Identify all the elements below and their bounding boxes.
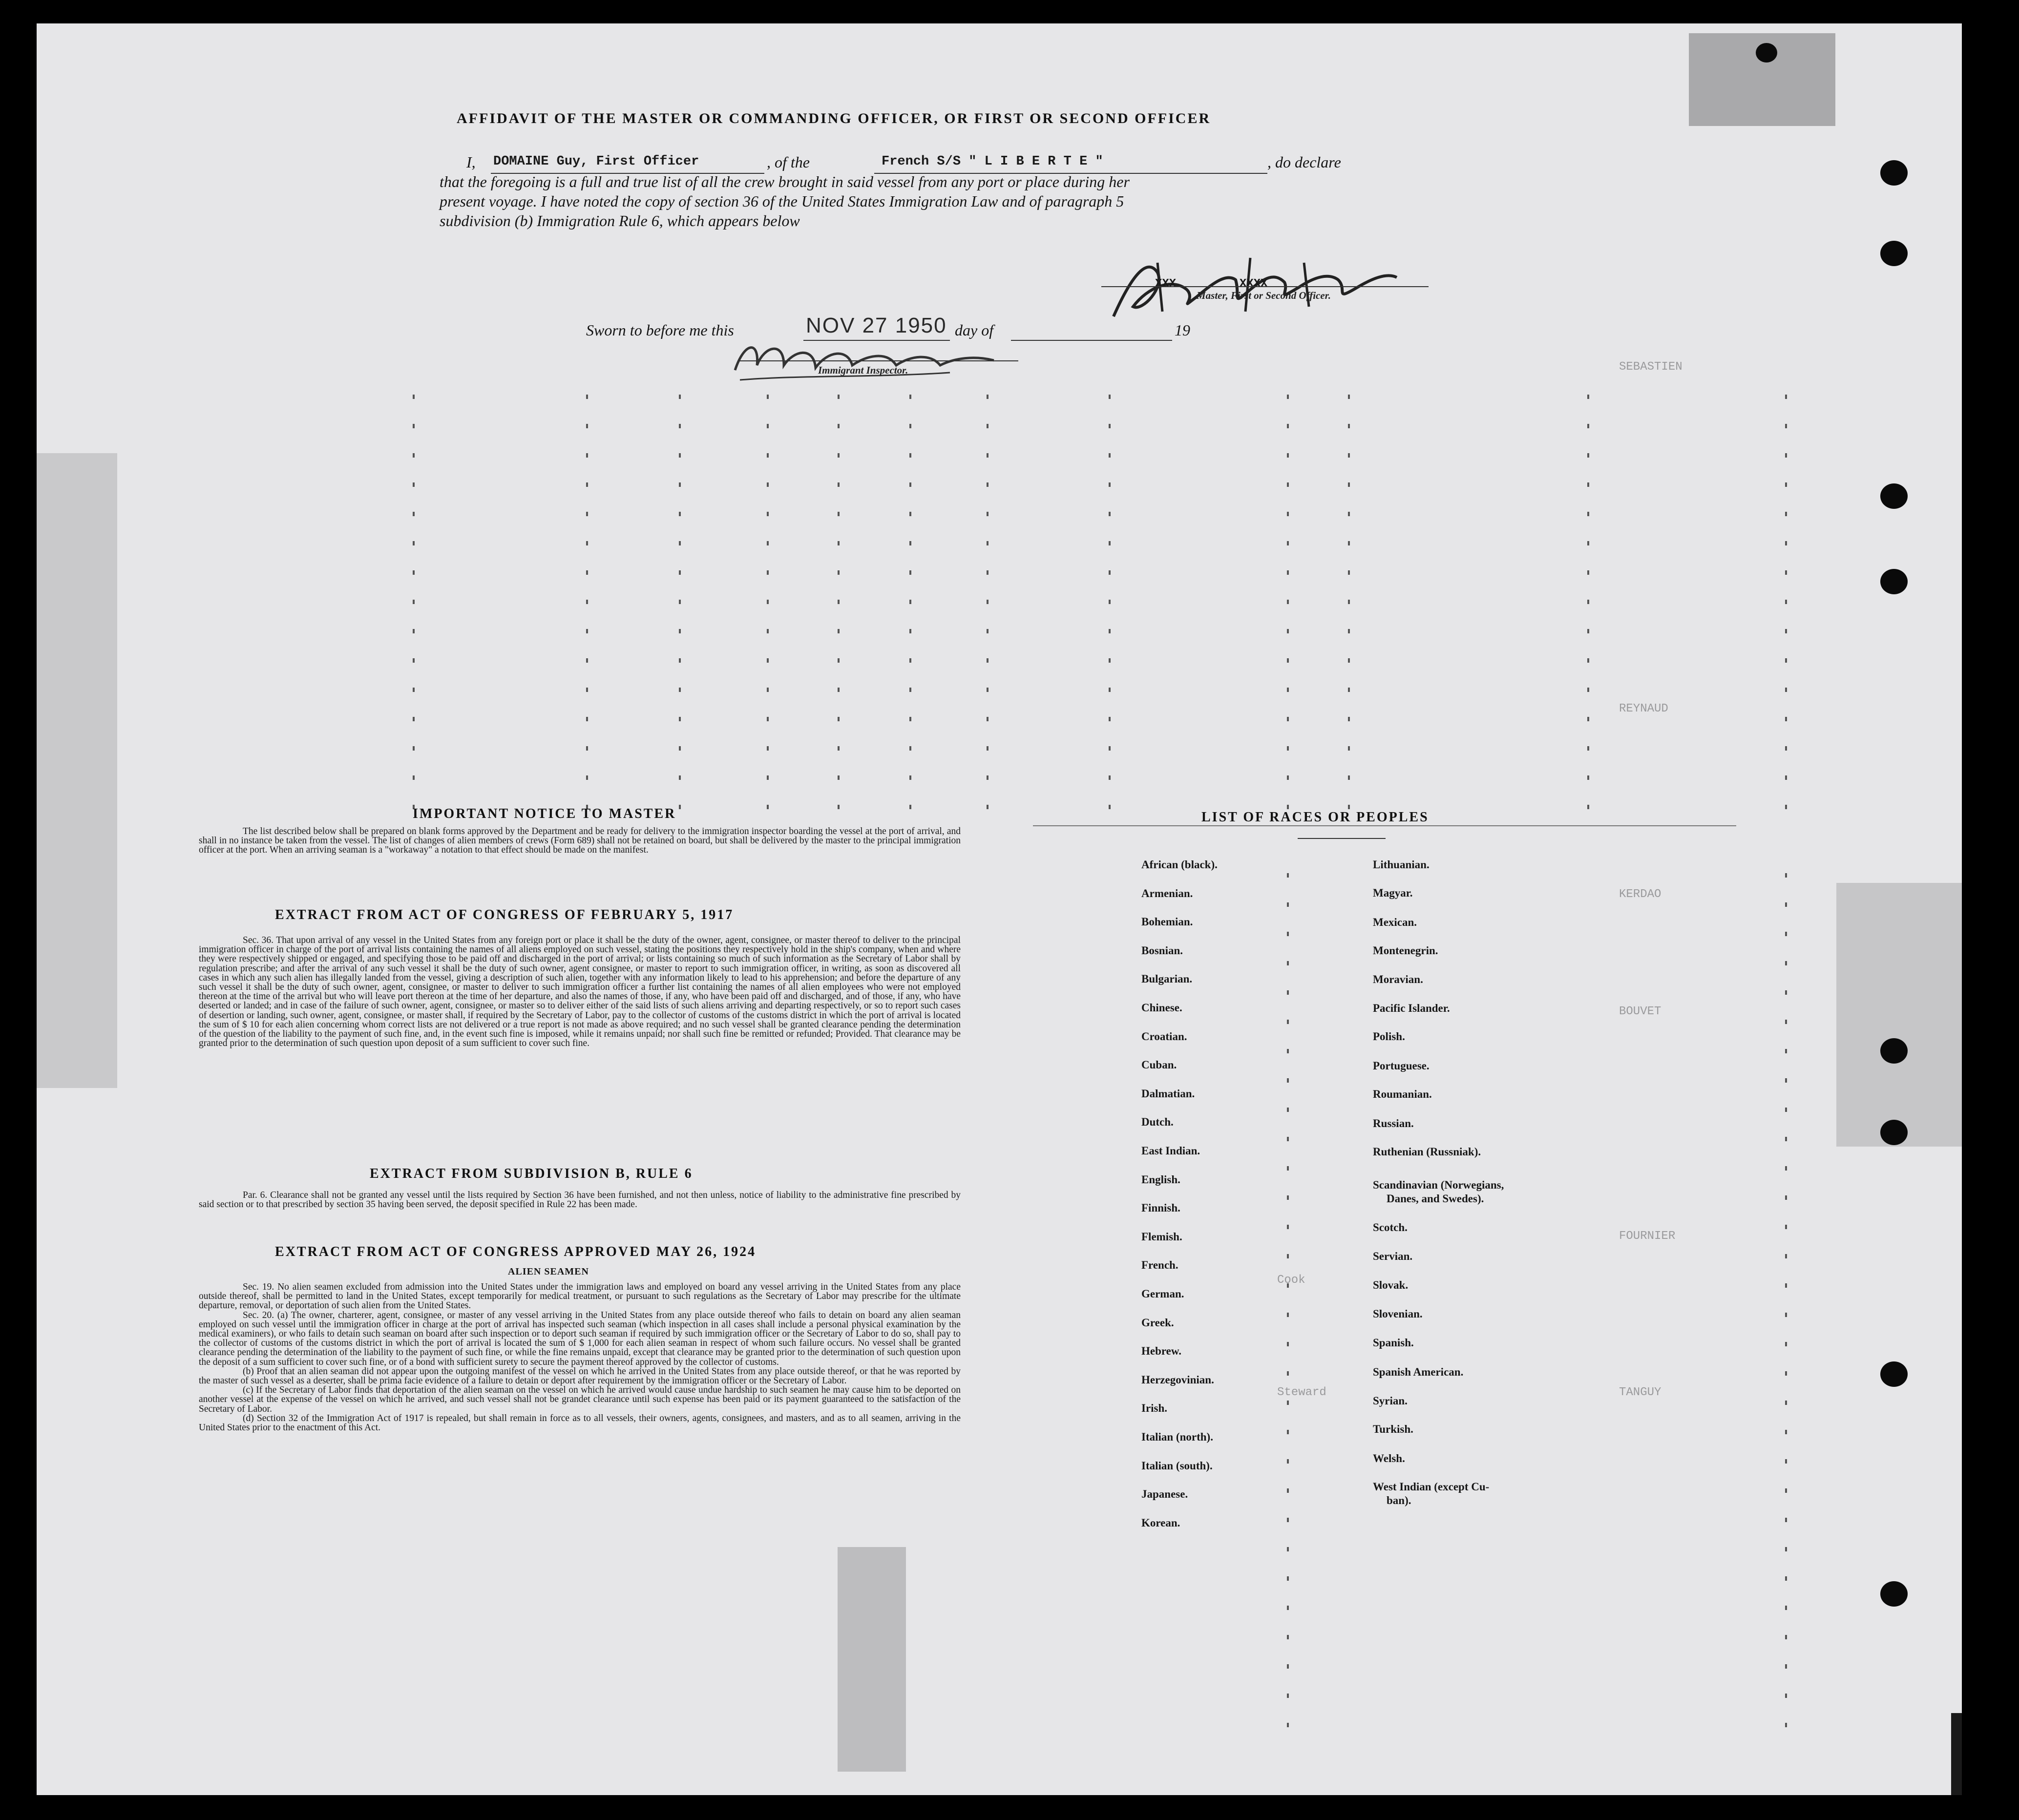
sec-20b-paragraph: (b) Proof that an alien seaman did not appear upon the outgoing manifest of the vessel on which he arrived in the United States from any place outside thereof, or that he was reported by the master of such vessel as a deserter, shall be prima facie evidence of a failure to detain or deport after requirement by the immigration officer or the Secretary of Labor. [199, 1366, 961, 1386]
race-item: Roumanian. [1373, 1088, 1432, 1100]
race-item: Irish. [1141, 1402, 1168, 1415]
race-item: Lithuanian. [1373, 858, 1430, 871]
race-item: Scotch. [1373, 1221, 1408, 1234]
officer-name: DOMAINE Guy, First Officer [493, 154, 699, 169]
torn-corner [1951, 1713, 1962, 1795]
extract-1917-text [199, 936, 961, 1048]
race-item: Spanish American. [1373, 1366, 1464, 1378]
race-item: Italian (south). [1141, 1459, 1213, 1472]
subdivision-b-paragraph: Par. 6. Clearance shall not be granted any vessel until the lists required by Section 36 have been furnished, and not then unless, notice of liability to the administrative fine prescribed by said section or to that prescribed by section 35 having been served, the deposit specified in Rule 22 has been made. [199, 1190, 961, 1210]
race-item: Moravian. [1373, 973, 1423, 985]
master-label: Master, First or Second Officer. [1197, 290, 1331, 301]
sec-20c-paragraph: (c) If the Secretary of Labor finds that deportation of the alien seaman on the vessel on which he arrived would cause undue hardship to such seamen he may cause him to be deported on another vessel at the expense of the vessel on which he arrived, and such vessel shall not be grandet clearance until such expense has been paid or its payment guaranteed to the satisfaction of the Secretary of Labor. [199, 1385, 961, 1414]
extract-1917-title: EXTRACT FROM ACT OF CONGRESS OF FEBRUARY 5, 1917 [275, 907, 734, 922]
race-item: Korean. [1141, 1516, 1180, 1529]
race-item: ban). [1387, 1494, 1411, 1506]
punch-hole [1756, 43, 1777, 63]
race-item: Servian. [1373, 1250, 1413, 1262]
race-item: Bosnian. [1141, 944, 1183, 957]
race-item: Portuguese. [1373, 1060, 1430, 1072]
declaration-line-3: present voyage. I have noted the copy of section 36 of the United States Immigration Law and of paragraph 5 [440, 192, 1124, 210]
master-sign-line [1101, 286, 1429, 287]
document-page: AFFIDAVIT OF THE MASTER OR COMMANDING OFFICER, OR FIRST OR SECOND OFFICER I, DOMAINE Guy, First Officer , of the French S/S " L I B E R T E " , do declare that the foregoing is a full and true list of all the crew brought in said vessel from any port or place during her present voyage. I have noted the copy of section 36 of the United States Immigration Law and of paragraph 5 subdivision (b) Immigration Rule 6, which appears below XXX XXXX Master, First or Second Officer. Sworn to before me this NOV 27 1950 day of 19 Immigrant Inspector. IMPORTANT NOTICE TO MASTER The list described below shall be prepared on blank forms approved by the Department and be ready for delivery to the immigration inspector boarding the vessel at the port of arrival, and shall in no instance be taken from the vessel. The list of changes of alien members of crews (Form 689) shall not be retained on board, but shall be delivered by the master to the principal immigration officer at the port. When an arriving seaman is a "workaway" a notation to that effect should be made on the manifest. EXTRACT FROM ACT OF CONGRESS OF FEBRUARY 5, 1917 Sec. 36. That upon arrival of any vessel in the United States from any foreign port or place it shall be the duty of the owner, agent, consignee, or master thereof to deliver to the principal immigration officer in charge of the port of arrival lists containing the names of all aliens employed on such vessel, stating the positions they respectively hold in the ship's company, when and where they were respectively shipped or engaged, and specifying those to be paid off and discharged in the port of arrival; or lists containing so much of such information as the Secretary of Labor shall by regulation prescribe; and after the arrival of any such vessel it shall be the duty of such owner, agent consignee, or master to report to such immigration officer, in writing, as soon as discovered all cases in which any such alien has illegally landed from the vessel, giving a description of such alien, together with any information likely to lead to his apprehension; and before the departure of any such vessel it shall be the duty of such owner, agent, consignee, or master to deliver to such immigration officer a further list containing the names of all alien employees who were not employed thereon at the time of the arrival but who will leave port thereon at the time of her departure, and also the names of those, if any, who have been paid off and discharged, and of those, if any, who have deserted or landed; and in case of the failure of such owner, agent, consignee, or master so to deliver either of the said lists of such aliens arriving and departing respectively, or so to report such cases of desertion or landing, such owner, agent, consignee, or master shall, if required by the Secretary of Labor, pay to the collector of customs of the customs district in which the port of arrival is located the sum of $ 10 for each alien concerning whom correct lists are not delivered or a true report is not made as above required; and no such vessel shall be granted clearance pending the determination of the question of the liability to the payment of such fine, and, in the event such fine is imposed, while it remains unpaid; nor shall such fine be remitted or refunded; Provided. That clearance may be granted prior to the determination of such question upon deposit of a sum sufficient to cover such fine. EXTRACT FROM SUBDIVISION B, RULE 6 Par. 6. Clearance shall not be granted any vessel until the lists required by Section 36 have been furnished, and not then unless, notice of liability to the administrative fine prescribed by said section or to that prescribed by section 35 having been served, the deposit specified in Rule 22 has been made. EXTRACT FROM ACT OF CONGRESS APPROVED MAY 26, 1924 ALIEN SEAMEN Sec. 19. No alien seamen excluded from admission into the United States under the immigration laws and employed on board any vessel arriving in the United States from any place outside thereof, shall be permitted to land in the United States, except temporarily for medical treatment, or pursuant to such regulations as the Secretary of Labor may prescribe for the ultimate departure, removal, or deportation of such alien from the United States. Sec. 20. (a) The owner, charterer, agent, consignee, or master of any vessel arriving in the United States from any place outside thereof who fails to detain on board any alien seaman employed on such vessel until the immigration officer in charge at the port of arrival has inspected such seaman (which inspection in all cases shall include a personal physical examination by the medical examiners), or who fails to detain such seaman on board after such inspection or to deport such seaman if required by such immigration officer or the Secretary of Labor to do so, shall pay to the collector of customs of the customs district in which the port of arrival is located the sum of $ 1,000 for each alien seaman in respect of whom such failure occurs. No vessel shall be granted clearance pending the determination of the liability to the payment of such fine, or while the fine remains unpaid, except that clearance may be granted prior to the determination of such question upon the deposit of a sum sufficient to cover such fine, or of a bond with sufficient surety to secure the payment thereof approved by the collector of customs. (b) Proof that an alien seaman did not appear upon the outgoing manifest of the vessel on which he arrived in the United States from any place outside thereof, or that he was reported by the master of such vessel as a deserter, shall be prima facie evidence of a failure to detain or deport after requirement by the immigration officer or the Secretary of Labor. (c) If the Secretary of Labor finds that deportation of the alien seaman on the vessel on which he arrived would cause undue hardship to such seamen he may cause him to be deported on another vessel at the expense of the vessel on which he arrived, and such vessel shall not be grandet clearance until such expense has been paid or its payment guaranteed to the satisfaction of the Secretary of Labor. (d) Section 32 of the Immigration Act of 1917 is repealed, but shall remain in force as to all vessels, their owners, agents, consignees, and masters, and as to all seamen, arriving in the United States prior to the enactment of this Act. LIST OF RACES OR PEOPLES African (black). Armenian. Bohemian. Bosnian. Bulgarian. Chinese. Croatian. Cuban. Dalmatian. Dutch. East Indian. English. Finnish. Flemish. French. German. Greek. Hebrew. Herzegovinian. Irish. Italian (north). Italian (south). Japanese. Korean. Lithuanian. Magyar. Mexican. Montenegrin. Moravian. Pacific Islander. Polish. Portuguese. Roumanian. Russian. Ruthenian (Russniak). Scandinavian (Norwegians, Danes, and Swedes). Scotch. Servian. Slovak. Slovenian. Spanish. Spanish American. Syrian. Turkish. Welsh. West Indian (except Cu- ban). SEBASTIEN REYNAUD KERDAO BOUVET FOURNIER Cook Steward TANGUY [37, 23, 1962, 1795]
notice-text [199, 827, 961, 855]
race-item: Russian. [1373, 1117, 1414, 1130]
race-item: Cuban. [1141, 1059, 1177, 1071]
declaration-i: I, [466, 153, 476, 171]
race-item: Armenian. [1141, 887, 1193, 900]
race-item: Croatian. [1141, 1030, 1187, 1043]
punch-hole [1880, 569, 1908, 594]
alien-seamen-subtitle: ALIEN SEAMEN [508, 1266, 589, 1277]
race-item: Flemish. [1141, 1230, 1182, 1243]
punch-hole [1880, 1581, 1908, 1607]
race-item: African (black). [1141, 858, 1218, 871]
race-item: French. [1141, 1259, 1178, 1272]
race-item: Chinese. [1141, 1002, 1182, 1014]
punch-hole [1880, 160, 1908, 186]
race-item: Pacific Islander. [1373, 1002, 1450, 1014]
race-item: Spanish. [1373, 1337, 1414, 1349]
race-item: Polish. [1373, 1030, 1405, 1043]
do-declare-text: , do declare [1267, 153, 1341, 171]
subdivision-b-text [199, 1191, 961, 1209]
sworn-date-stamp: NOV 27 1950 [806, 314, 947, 337]
race-item: Bohemian. [1141, 916, 1193, 928]
race-item: East Indian. [1141, 1145, 1200, 1157]
extract-1924-text [199, 1282, 961, 1432]
affidavit-title: AFFIDAVIT OF THE MASTER OR COMMANDING OFFICER, OR FIRST OR SECOND OFFICER [457, 110, 1211, 126]
tape-shadow-bottom [838, 1547, 906, 1772]
race-item: German. [1141, 1288, 1184, 1300]
race-item: Dutch. [1141, 1116, 1174, 1129]
sec-20d-paragraph: (d) Section 32 of the Immigration Act of 1917 is repealed, but shall remain in force as to all vessels, their owners, agents, consignees, and masters, and as to all seamen, arriving in the United States prior to the enactment of this Act. [199, 1413, 961, 1433]
declaration-line-4: subdivision (b) Immigration Rule 6, which appears below [440, 212, 800, 230]
race-item: Turkish. [1373, 1423, 1413, 1435]
races-title-underline [1298, 838, 1386, 839]
tape-shadow-right [1836, 883, 1962, 1147]
punch-hole [1880, 483, 1908, 509]
declaration-line-2: that the foregoing is a full and true list of all the crew brought in said vessel from any port or place during her [440, 173, 1130, 190]
race-item: Magyar. [1373, 887, 1413, 899]
race-item: Hebrew. [1141, 1345, 1181, 1358]
extract-1924-title: EXTRACT FROM ACT OF CONGRESS APPROVED MAY 26, 1924 [275, 1244, 757, 1259]
punch-hole [1880, 241, 1908, 266]
vessel-name: French S/S " L I B E R T E " [882, 154, 1103, 169]
race-item: Danes, and Swedes). [1387, 1192, 1484, 1205]
day-of-text: day of [955, 321, 994, 339]
year-prefix: 19 [1175, 321, 1190, 339]
notice-title: IMPORTANT NOTICE TO MASTER [413, 806, 676, 821]
race-item: Dalmatian. [1141, 1087, 1195, 1100]
races-title-rule [1033, 825, 1736, 826]
race-item: Ruthenian (Russniak). [1373, 1146, 1481, 1158]
of-the-text: , of the [767, 153, 810, 171]
race-item: West Indian (except Cu- [1373, 1481, 1490, 1493]
race-item: Montenegrin. [1373, 944, 1438, 957]
race-item: Slovak. [1373, 1279, 1409, 1291]
race-item: English. [1141, 1173, 1180, 1186]
punch-hole [1880, 1038, 1908, 1064]
month-line [1011, 340, 1172, 341]
race-item: Welsh. [1373, 1452, 1405, 1464]
sec-19-paragraph: Sec. 19. No alien seamen excluded from admission into the United States under the immigration laws and employed on board any vessel arriving in the United States from any place outside thereof, shall be permitted to land in the United States, except temporarily for medical treatment, or pursuant to such regulations as the Secretary of Labor may prescribe for the ultimate departure, removal, or deportation of such alien from the United States. [199, 1282, 961, 1311]
punch-hole [1880, 1361, 1908, 1387]
race-item: Syrian. [1373, 1395, 1408, 1407]
subdivision-b-title: EXTRACT FROM SUBDIVISION B, RULE 6 [370, 1166, 693, 1181]
inspector-sign-line [737, 360, 1018, 361]
inspector-label: Immigrant Inspector. [818, 364, 908, 376]
race-item: Greek. [1141, 1316, 1174, 1329]
master-xxx-marks: XXX XXXX [1155, 277, 1268, 291]
race-item: Herzegovinian. [1141, 1373, 1214, 1386]
tape-shadow-left [37, 453, 117, 1088]
races-title: LIST OF RACES OR PEOPLES [1201, 810, 1429, 825]
extract-1917-paragraph: Sec. 36. That upon arrival of any vessel in the United States from any foreign port or place it shall be the duty of the owner, agent, consignee, or master thereof to deliver to the principal immigration officer in charge of the port of arrival lists containing the names of all aliens employed on such vessel, stating the positions they respectively hold in the ship's company, when and where they were respectively shipped or engaged, and specifying those to be paid off and discharged in the port of arrival; or lists containing so much of such information as the Secretary of Labor shall by regulation prescribe; and after the arrival of any such vessel it shall be the duty of such owner, agent consignee, or master to report to such immigration officer, in writing, as soon as discovered all cases in which any such alien has illegally landed from the vessel, giving a description of such alien, together with any information likely to lead to his apprehension; and before the departure of any such vessel it shall be the duty of such owner, agent, consignee, or master to deliver to such immigration officer a further list containing the names of all alien employees who were not employed thereon at the time of the arrival but who will leave port thereon at the time of her departure, and also the names of those, if any, who have been paid off and discharged, and of those, if any, who have deserted or landed; and in case of the failure of such owner, agent, consignee, or master so to deliver either of the said lists of such aliens arriving and departing respectively, or so to report such cases of desertion or landing, such owner, agent, consignee, or master shall, if required by the Secretary of Labor, pay to the collector of customs of the customs district in which the port of arrival is located the sum of $ 10 for each alien concerning whom correct lists are not delivered or a true report is not made as above required; and no such vessel shall be granted clearance pending the determination of the question of the liability to the payment of such fine, and, in the event such fine is imposed, while it remains unpaid; nor shall such fine be remitted or refunded; Provided. That clearance may be granted prior to the determination of such question upon deposit of a sum sufficient to cover such fine. [199, 935, 961, 1049]
race-item: Japanese. [1141, 1488, 1188, 1501]
notice-paragraph: The list described below shall be prepared on blank forms approved by the Department and be ready for delivery to the immigration inspector boarding the vessel at the port of arrival, and shall in no instance be taken from the vessel. The list of changes of alien members of crews (Form 689) shall not be retained on board, but shall be delivered by the master to the principal immigration officer at the port. When an arriving seaman is a "workaway" a notation to that effect should be made on the manifest. [199, 826, 961, 856]
race-item: Italian (north). [1141, 1431, 1213, 1443]
race-item: Mexican. [1373, 916, 1417, 928]
punch-hole [1880, 1120, 1908, 1145]
sworn-text: Sworn to before me this [586, 321, 734, 339]
sec-20a-paragraph: Sec. 20. (a) The owner, charterer, agent, consignee, or master of any vessel arriving in the United States from any place outside thereof who fails to detain on board any alien seaman employed on such vessel until the immigration officer in charge at the port of arrival has inspected such seaman (which inspection in all cases shall include a personal physical examination by the medical examiners), or who fails to detain such seaman on board after such inspection or to deport such seaman if required by such immigration officer or the Secretary of Labor to do so, shall pay to the collector of customs of the customs district in which the port of arrival is located the sum of $ 1,000 for each alien seaman in respect of whom such failure occurs. No vessel shall be granted clearance pending the determination of the liability to the payment of such fine, or while the fine remains unpaid, except that clearance may be granted prior to the determination of such question upon the deposit of a sum sufficient to cover such fine, or of a bond with sufficient surety to secure the payment thereof approved by the collector of customs. [199, 1310, 961, 1367]
race-item: Scandinavian (Norwegians, [1373, 1179, 1504, 1191]
race-item: Slovenian. [1373, 1308, 1423, 1320]
race-item: Bulgarian. [1141, 973, 1193, 985]
race-item: Finnish. [1141, 1202, 1180, 1214]
